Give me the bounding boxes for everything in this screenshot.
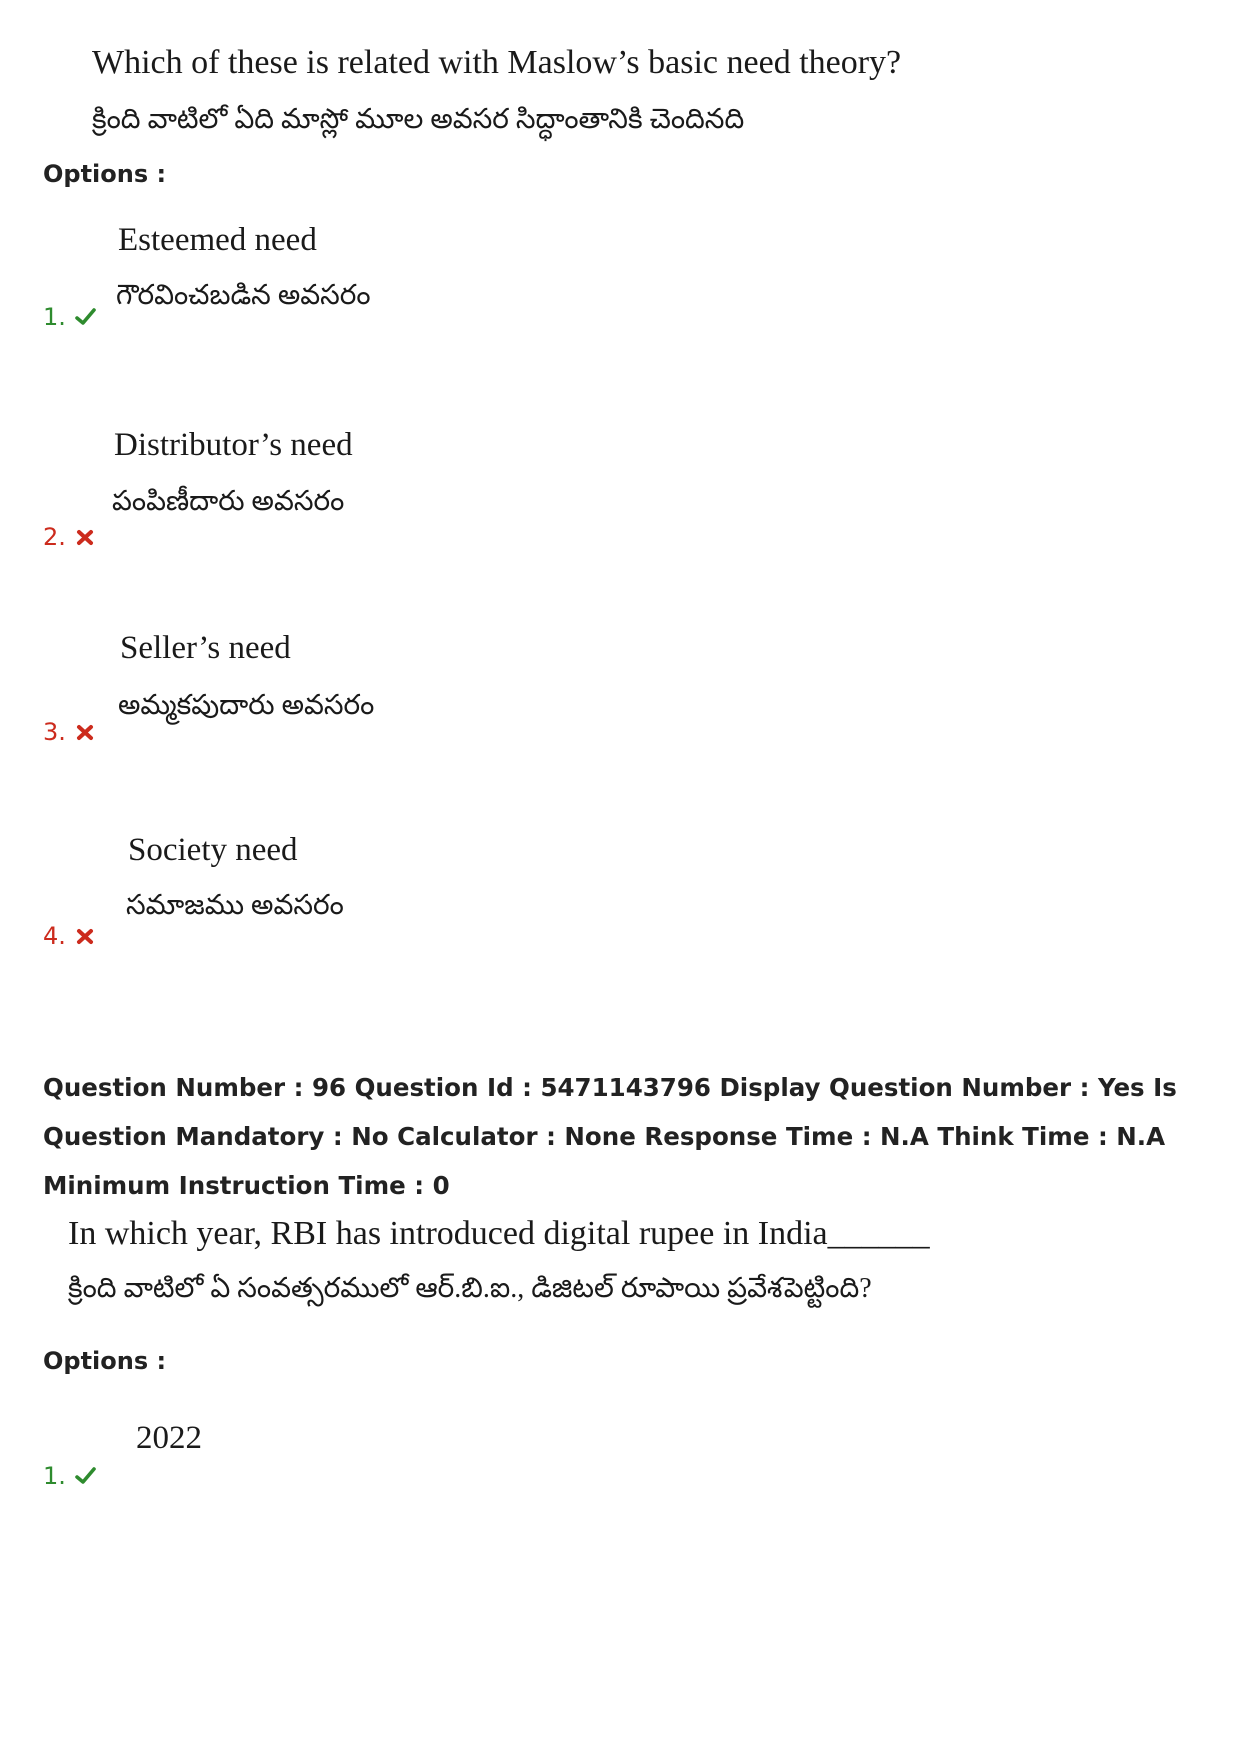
option-1-text-en: Esteemed need xyxy=(118,222,317,258)
option-1-text-te: గౌరవించబడిన అవసరం xyxy=(116,280,371,311)
option-3-text-te: అమ్మకపుదారు అవసరం xyxy=(118,690,375,721)
question-text-te: క్రింది వాటిలో ఏ సంవత్సరములో ఆర్.బి.ఐ., డిజిటల్ రూపాయి ప్రవేశపెట్టింది? xyxy=(68,1273,872,1304)
option-3-text-en: Seller’s need xyxy=(120,630,291,666)
option-number: 4. xyxy=(43,922,66,950)
option-2-text-te: పంపిణీదారు అవసరం xyxy=(112,486,345,517)
option-3-marker xyxy=(43,718,96,746)
option-number: 1. xyxy=(43,303,66,331)
options-label: Options : xyxy=(43,160,167,188)
check-icon xyxy=(74,1465,96,1487)
cross-icon xyxy=(74,925,96,947)
option-number: 3. xyxy=(43,718,66,746)
option-number: 2. xyxy=(43,523,66,551)
option-4-marker xyxy=(43,922,96,950)
question-meta: Question Number : 96 Question Id : 5471143796 Display Question Number : Yes Is Question Mandatory : No Calculator : None Response Time : N.A Think Time : N.A Minimum Instruction Time : 0 xyxy=(43,1073,1177,1200)
check-icon xyxy=(74,306,96,328)
cross-icon xyxy=(74,721,96,743)
question-text-te: క్రింది వాటిలో ఏది మాస్లో మూల అవసర సిద్ధాంతానికి చెందినది xyxy=(92,104,745,135)
question-text-en: In which year, RBI has introduced digital rupee in India______ xyxy=(68,1215,930,1252)
option-2-marker xyxy=(43,523,96,551)
option-1-marker xyxy=(43,303,96,331)
option-1-text-en: 2022 xyxy=(136,1420,202,1456)
question-text-en: Which of these is related with Maslow’s basic need theory? xyxy=(92,44,902,81)
cross-icon xyxy=(74,526,96,548)
option-1-marker xyxy=(43,1462,96,1490)
option-2-text-en: Distributor’s need xyxy=(114,427,353,463)
option-4-text-te: సమాజము అవసరం xyxy=(126,890,344,921)
option-number: 1. xyxy=(43,1462,66,1490)
option-4-text-en: Society need xyxy=(128,832,298,868)
options-label: Options : xyxy=(43,1347,167,1375)
